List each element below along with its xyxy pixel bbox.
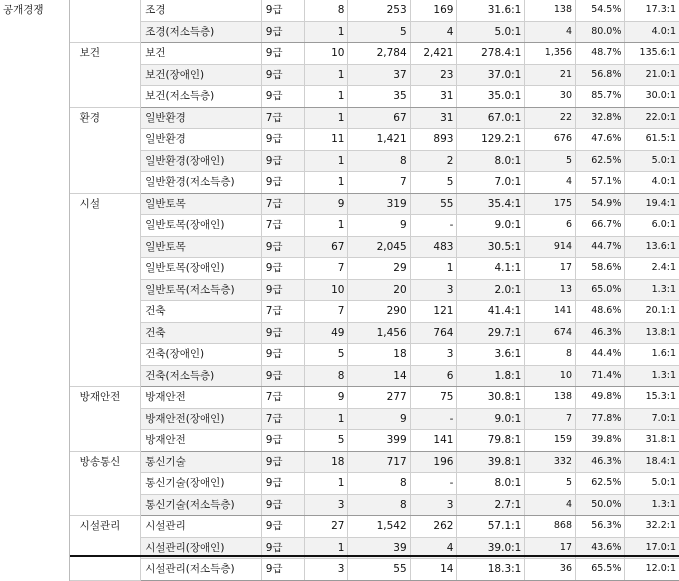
posts-cell: 1 — [305, 64, 348, 86]
ratio-cell: 5.0:1 — [457, 21, 525, 43]
posts-cell: 5 — [305, 430, 348, 452]
grade-cell: 9급 — [261, 451, 304, 473]
passed-cell: 4 — [410, 537, 457, 559]
passed-cell: 169 — [410, 0, 457, 21]
posts-cell: 1 — [305, 473, 348, 495]
passed-cell: 75 — [410, 387, 457, 409]
ratio-cell: 35.4:1 — [457, 193, 525, 215]
applicants-cell: 253 — [348, 0, 410, 21]
grade-cell: 9급 — [261, 86, 304, 108]
job-cell: 일반토목(저소득층) — [141, 279, 261, 301]
final-ratio-cell: 12.0:1 — [625, 559, 679, 581]
group-cell: 환경 — [69, 107, 141, 193]
posts-cell: 27 — [305, 516, 348, 538]
rate-cell: 56.8% — [576, 64, 625, 86]
final-ratio-cell: 32.2:1 — [625, 516, 679, 538]
posts-cell: 9 — [305, 193, 348, 215]
final-ratio-cell: 13.6:1 — [625, 236, 679, 258]
posts-cell: 67 — [305, 236, 348, 258]
posts-cell: 5 — [305, 344, 348, 366]
passed-cell: 55 — [410, 193, 457, 215]
table-bottom-rule — [74, 555, 679, 557]
ratio-cell: 29.7:1 — [457, 322, 525, 344]
posts-cell: 8 — [305, 0, 348, 21]
applicants-cell: 14 — [348, 365, 410, 387]
job-cell: 시설관리(장애인) — [141, 537, 261, 559]
rate-cell: 48.7% — [576, 43, 625, 65]
grade-cell: 7급 — [261, 215, 304, 237]
posts-cell: 3 — [305, 559, 348, 581]
posts-cell: 10 — [305, 279, 348, 301]
job-cell: 건축(장애인) — [141, 344, 261, 366]
final-ratio-cell: 22.0:1 — [625, 107, 679, 129]
applicants-cell: 290 — [348, 301, 410, 323]
applicants-cell: 5 — [348, 21, 410, 43]
grade-cell: 9급 — [261, 322, 304, 344]
rate-cell: 50.0% — [576, 494, 625, 516]
final-ratio-cell: 135.6:1 — [625, 43, 679, 65]
applicants-cell: 399 — [348, 430, 410, 452]
passed-cell: 2,421 — [410, 43, 457, 65]
job-cell: 통신기술(저소득층) — [141, 494, 261, 516]
posts-cell: 1 — [305, 150, 348, 172]
rate-cell: 62.5% — [576, 150, 625, 172]
final-applicants-cell: 1,356 — [525, 43, 576, 65]
table-row — [0, 0, 679, 21]
final-ratio-cell: 61.5:1 — [625, 129, 679, 151]
group-cell: 보건 — [69, 43, 141, 108]
grade-cell: 9급 — [261, 344, 304, 366]
ratio-cell: 30.8:1 — [457, 387, 525, 409]
grade-cell: 9급 — [261, 150, 304, 172]
final-ratio-cell: 13.8:1 — [625, 322, 679, 344]
applicants-cell: 18 — [348, 344, 410, 366]
rate-cell: 58.6% — [576, 258, 625, 280]
passed-cell: 4 — [410, 21, 457, 43]
passed-cell: 2 — [410, 150, 457, 172]
grade-cell: 9급 — [261, 559, 304, 581]
final-applicants-cell: 676 — [525, 129, 576, 151]
rate-cell: 80.0% — [576, 21, 625, 43]
final-ratio-cell: 2.4:1 — [625, 258, 679, 280]
rate-cell: 47.6% — [576, 129, 625, 151]
rate-cell: 48.6% — [576, 301, 625, 323]
applicants-cell: 29 — [348, 258, 410, 280]
job-cell: 건축 — [141, 322, 261, 344]
ratio-cell: 30.5:1 — [457, 236, 525, 258]
final-applicants-cell: 22 — [525, 107, 576, 129]
passed-cell: 3 — [410, 344, 457, 366]
posts-cell: 49 — [305, 322, 348, 344]
posts-cell: 7 — [305, 258, 348, 280]
final-ratio-cell: 5.0:1 — [625, 150, 679, 172]
table-row — [0, 107, 679, 129]
grade-cell: 9급 — [261, 473, 304, 495]
applicants-cell: 37 — [348, 64, 410, 86]
ratio-cell: 39.0:1 — [457, 537, 525, 559]
final-applicants-cell: 159 — [525, 430, 576, 452]
final-ratio-cell: 1.3:1 — [625, 365, 679, 387]
final-ratio-cell: 30.0:1 — [625, 86, 679, 108]
job-cell: 일반환경(저소득층) — [141, 172, 261, 194]
job-cell: 통신기술(장애인) — [141, 473, 261, 495]
ratio-cell: 7.0:1 — [457, 172, 525, 194]
ratio-cell: 67.0:1 — [457, 107, 525, 129]
applicants-cell: 717 — [348, 451, 410, 473]
rate-cell: 46.3% — [576, 322, 625, 344]
final-ratio-cell: 15.3:1 — [625, 387, 679, 409]
job-cell: 방재안전 — [141, 387, 261, 409]
final-applicants-cell: 36 — [525, 559, 576, 581]
final-applicants-cell: 21 — [525, 64, 576, 86]
grade-cell: 9급 — [261, 494, 304, 516]
job-cell: 일반환경 — [141, 129, 261, 151]
rate-cell: 57.1% — [576, 172, 625, 194]
ratio-cell: 1.8:1 — [457, 365, 525, 387]
final-applicants-cell: 6 — [525, 215, 576, 237]
grade-cell: 9급 — [261, 21, 304, 43]
applicants-cell: 319 — [348, 193, 410, 215]
final-ratio-cell: 7.0:1 — [625, 408, 679, 430]
passed-cell: 141 — [410, 430, 457, 452]
final-ratio-cell: 31.8:1 — [625, 430, 679, 452]
passed-cell: 483 — [410, 236, 457, 258]
ratio-cell: 79.8:1 — [457, 430, 525, 452]
job-cell: 조경(저소득층) — [141, 21, 261, 43]
job-cell: 보건(저소득층) — [141, 86, 261, 108]
job-cell: 일반토목 — [141, 236, 261, 258]
applicants-cell: 1,542 — [348, 516, 410, 538]
grade-cell: 7급 — [261, 408, 304, 430]
final-applicants-cell: 141 — [525, 301, 576, 323]
grade-cell: 7급 — [261, 107, 304, 129]
group-cell: 방재안전 — [69, 387, 141, 452]
applicants-cell: 2,045 — [348, 236, 410, 258]
grade-cell: 9급 — [261, 365, 304, 387]
grade-cell: 9급 — [261, 258, 304, 280]
posts-cell: 3 — [305, 494, 348, 516]
final-applicants-cell: 4 — [525, 494, 576, 516]
posts-cell: 1 — [305, 537, 348, 559]
final-ratio-cell: 21.0:1 — [625, 64, 679, 86]
rate-cell: 71.4% — [576, 365, 625, 387]
job-cell: 보건(장애인) — [141, 64, 261, 86]
grade-cell: 9급 — [261, 236, 304, 258]
applicants-cell: 7 — [348, 172, 410, 194]
rate-cell: 62.5% — [576, 473, 625, 495]
passed-cell: 764 — [410, 322, 457, 344]
ratio-cell: 3.6:1 — [457, 344, 525, 366]
table-row — [0, 43, 679, 65]
passed-cell: 31 — [410, 107, 457, 129]
applicants-cell: 39 — [348, 537, 410, 559]
grade-cell: 9급 — [261, 516, 304, 538]
group-cell: 시설 — [69, 193, 141, 387]
group-cell — [69, 0, 141, 43]
final-ratio-cell: 6.0:1 — [625, 215, 679, 237]
final-applicants-cell: 868 — [525, 516, 576, 538]
final-applicants-cell: 17 — [525, 537, 576, 559]
table-row — [0, 451, 679, 473]
final-applicants-cell: 5 — [525, 150, 576, 172]
job-cell: 건축(저소득층) — [141, 365, 261, 387]
ratio-cell: 35.0:1 — [457, 86, 525, 108]
final-applicants-cell: 30 — [525, 86, 576, 108]
posts-cell: 11 — [305, 129, 348, 151]
job-cell: 건축 — [141, 301, 261, 323]
ratio-cell: 2.7:1 — [457, 494, 525, 516]
applicants-cell: 2,784 — [348, 43, 410, 65]
rate-cell: 54.9% — [576, 193, 625, 215]
rate-cell: 32.8% — [576, 107, 625, 129]
table-row — [0, 387, 679, 409]
grade-cell: 9급 — [261, 172, 304, 194]
passed-cell: - — [410, 215, 457, 237]
final-applicants-cell: 674 — [525, 322, 576, 344]
final-ratio-cell: 18.4:1 — [625, 451, 679, 473]
final-applicants-cell: 17 — [525, 258, 576, 280]
final-ratio-cell: 17.0:1 — [625, 537, 679, 559]
final-ratio-cell: 19.4:1 — [625, 193, 679, 215]
passed-cell: 14 — [410, 559, 457, 581]
final-ratio-cell: 4.0:1 — [625, 172, 679, 194]
ratio-cell: 37.0:1 — [457, 64, 525, 86]
category-cell: 공개경쟁 — [0, 0, 69, 580]
passed-cell: 196 — [410, 451, 457, 473]
posts-cell: 1 — [305, 215, 348, 237]
grade-cell: 9급 — [261, 0, 304, 21]
passed-cell: 31 — [410, 86, 457, 108]
final-ratio-cell: 4.0:1 — [625, 21, 679, 43]
applicants-cell: 55 — [348, 559, 410, 581]
grade-cell: 7급 — [261, 193, 304, 215]
ratio-cell: 57.1:1 — [457, 516, 525, 538]
rate-cell: 43.6% — [576, 537, 625, 559]
rate-cell: 49.8% — [576, 387, 625, 409]
applicants-cell: 1,421 — [348, 129, 410, 151]
job-cell: 방재안전(장애인) — [141, 408, 261, 430]
final-ratio-cell: 1.3:1 — [625, 494, 679, 516]
ratio-cell: 41.4:1 — [457, 301, 525, 323]
posts-cell: 8 — [305, 365, 348, 387]
passed-cell: - — [410, 473, 457, 495]
ratio-cell: 9.0:1 — [457, 215, 525, 237]
passed-cell: 121 — [410, 301, 457, 323]
posts-cell: 1 — [305, 172, 348, 194]
grade-cell: 9급 — [261, 43, 304, 65]
final-applicants-cell: 914 — [525, 236, 576, 258]
job-cell: 일반토목 — [141, 193, 261, 215]
rate-cell: 56.3% — [576, 516, 625, 538]
final-applicants-cell: 13 — [525, 279, 576, 301]
passed-cell: - — [410, 408, 457, 430]
grade-cell: 9급 — [261, 64, 304, 86]
job-cell: 일반토목(장애인) — [141, 215, 261, 237]
posts-cell: 1 — [305, 21, 348, 43]
posts-cell: 7 — [305, 301, 348, 323]
job-cell: 통신기술 — [141, 451, 261, 473]
applicants-cell: 9 — [348, 408, 410, 430]
rate-cell: 44.7% — [576, 236, 625, 258]
job-cell: 일반토목(장애인) — [141, 258, 261, 280]
ratio-cell: 39.8:1 — [457, 451, 525, 473]
grade-cell: 9급 — [261, 430, 304, 452]
passed-cell: 23 — [410, 64, 457, 86]
final-applicants-cell: 138 — [525, 387, 576, 409]
table-row — [0, 193, 679, 215]
job-cell: 방재안전 — [141, 430, 261, 452]
ratio-cell: 18.3:1 — [457, 559, 525, 581]
job-cell: 일반환경 — [141, 107, 261, 129]
rate-cell: 77.8% — [576, 408, 625, 430]
final-ratio-cell: 17.3:1 — [625, 0, 679, 21]
ratio-cell: 278.4:1 — [457, 43, 525, 65]
job-cell: 시설관리(저소득층) — [141, 559, 261, 581]
applicants-cell: 35 — [348, 86, 410, 108]
applicants-cell: 20 — [348, 279, 410, 301]
final-ratio-cell: 20.1:1 — [625, 301, 679, 323]
table-row — [0, 516, 679, 538]
grade-cell: 9급 — [261, 537, 304, 559]
applicants-cell: 8 — [348, 150, 410, 172]
job-cell: 일반환경(장애인) — [141, 150, 261, 172]
final-applicants-cell: 175 — [525, 193, 576, 215]
posts-cell: 10 — [305, 43, 348, 65]
final-ratio-cell: 5.0:1 — [625, 473, 679, 495]
applicants-cell: 8 — [348, 494, 410, 516]
group-cell: 시설관리 — [69, 516, 141, 581]
final-applicants-cell: 4 — [525, 172, 576, 194]
job-cell: 조경 — [141, 0, 261, 21]
applicants-cell: 277 — [348, 387, 410, 409]
ratio-cell: 31.6:1 — [457, 0, 525, 21]
rate-cell: 85.7% — [576, 86, 625, 108]
final-ratio-cell: 1.3:1 — [625, 279, 679, 301]
grade-cell: 7급 — [261, 301, 304, 323]
applicants-cell: 1,456 — [348, 322, 410, 344]
passed-cell: 262 — [410, 516, 457, 538]
final-applicants-cell: 8 — [525, 344, 576, 366]
job-cell: 보건 — [141, 43, 261, 65]
passed-cell: 893 — [410, 129, 457, 151]
rate-cell: 65.0% — [576, 279, 625, 301]
final-applicants-cell: 4 — [525, 21, 576, 43]
posts-cell: 1 — [305, 408, 348, 430]
ratio-cell: 4.1:1 — [457, 258, 525, 280]
rate-cell: 46.3% — [576, 451, 625, 473]
grade-cell: 9급 — [261, 129, 304, 151]
passed-cell: 3 — [410, 279, 457, 301]
applicants-cell: 9 — [348, 215, 410, 237]
ratio-cell: 2.0:1 — [457, 279, 525, 301]
passed-cell: 6 — [410, 365, 457, 387]
job-cell: 시설관리 — [141, 516, 261, 538]
applicants-cell: 8 — [348, 473, 410, 495]
final-applicants-cell: 332 — [525, 451, 576, 473]
ratio-cell: 8.0:1 — [457, 473, 525, 495]
ratio-cell: 8.0:1 — [457, 150, 525, 172]
posts-cell: 18 — [305, 451, 348, 473]
passed-cell: 3 — [410, 494, 457, 516]
rate-cell: 39.8% — [576, 430, 625, 452]
passed-cell: 5 — [410, 172, 457, 194]
grade-cell: 7급 — [261, 387, 304, 409]
final-ratio-cell: 1.6:1 — [625, 344, 679, 366]
ratio-cell: 9.0:1 — [457, 408, 525, 430]
grade-cell: 9급 — [261, 279, 304, 301]
posts-cell: 1 — [305, 86, 348, 108]
group-cell: 방송통신 — [69, 451, 141, 516]
applicants-cell: 67 — [348, 107, 410, 129]
posts-cell: 1 — [305, 107, 348, 129]
rate-cell: 54.5% — [576, 0, 625, 21]
final-applicants-cell: 138 — [525, 0, 576, 21]
rate-cell: 66.7% — [576, 215, 625, 237]
rate-cell: 65.5% — [576, 559, 625, 581]
final-applicants-cell: 7 — [525, 408, 576, 430]
final-applicants-cell: 5 — [525, 473, 576, 495]
rate-cell: 44.4% — [576, 344, 625, 366]
posts-cell: 9 — [305, 387, 348, 409]
ratio-cell: 129.2:1 — [457, 129, 525, 151]
passed-cell: 1 — [410, 258, 457, 280]
final-applicants-cell: 10 — [525, 365, 576, 387]
